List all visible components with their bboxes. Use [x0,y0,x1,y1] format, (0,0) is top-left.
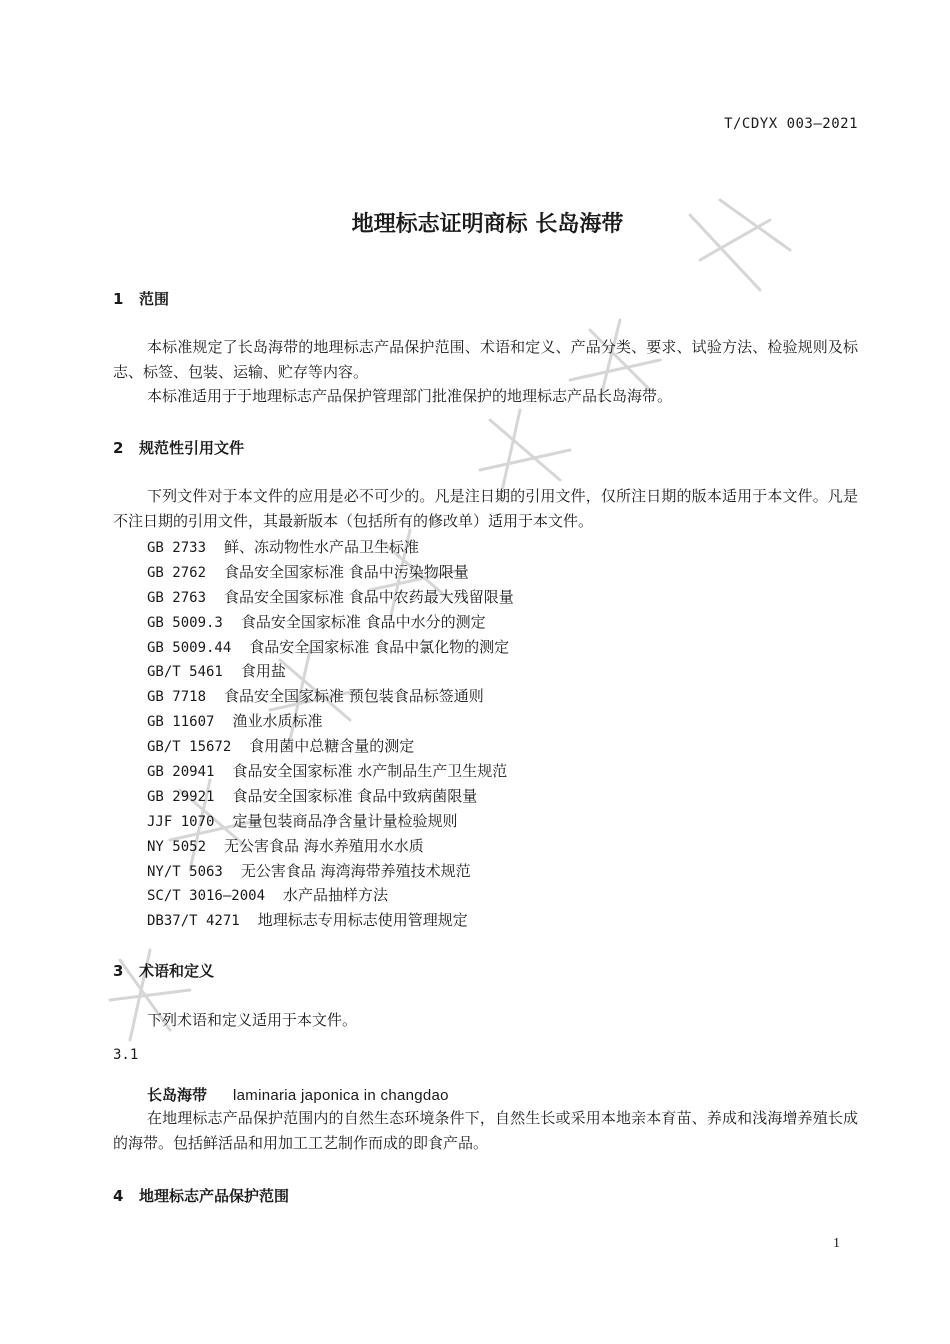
list-item [147,560,514,585]
reference-title: 食品安全国家标准 食品中农药最大残留限量 [224,587,514,606]
section-1-paragraph-2: 本标准适用于于地理标志产品保护管理部门批准保护的地理标志产品长岛海带。 [147,387,673,405]
reference-title: 食品安全国家标准 水产制品生产卫生规范 [232,762,508,781]
reference-title: 定量包装商品净含量计量检验规则 [232,811,458,830]
reference-title: 鲜、冻动物性水产品卫生标准 [224,538,420,556]
term-english: laminaria japonica in changdao [233,1087,449,1104]
list-item [147,883,514,908]
list-item [147,734,514,759]
page-number: 1 [833,1236,840,1251]
list-item [147,585,514,610]
reference-title: 食品安全国家标准 食品中氯化物的测定 [249,637,510,656]
section-3-intro: 下列术语和定义适用于本文件。 [147,1011,358,1029]
section-title: 术语和定义 [139,962,215,980]
reference-title: 水产品抽样方法 [283,886,389,905]
section-title: 范围 [139,290,170,308]
reference-title: 食品安全国家标准 食品中水分的测定 [240,612,486,631]
section-1-heading [113,288,169,309]
section-number: 4 [113,1187,124,1205]
reference-code: GB/T 5461 [147,664,223,681]
list-item [147,834,514,859]
list-item [147,759,514,784]
reference-title: 食用菌中总糖含量的测定 [249,737,415,756]
section-4-heading [113,1185,289,1206]
list-item [147,635,514,660]
reference-title: 无公害食品 海水养殖用水水质 [224,836,424,855]
section-2-intro: 下列文件对于本文件的应用是必不可少的。凡是注日期的引用文件，仅所注日期的版本适用于本文件。凡是不注日期的引用文件，其最新版本（包括所有的修改单）适用于本文件。 [113,487,858,530]
reference-code: GB 2762 [147,564,207,581]
reference-code: GB 5009.44 [147,639,232,656]
reference-code: GB 2763 [147,589,207,606]
reference-code: NY/T 5063 [147,863,223,880]
section-number: 1 [113,290,124,308]
list-item [147,809,514,834]
reference-list [147,535,514,933]
section-2-heading [113,437,244,458]
reference-title: 无公害食品 海湾海带养殖技术规范 [240,861,471,880]
section-title: 地理标志产品保护范围 [139,1187,290,1205]
standard-code: T/CDYX 003—2021 [724,116,858,132]
reference-code: JJF 1070 [147,813,215,830]
list-item [147,859,514,884]
term-entry [147,1084,449,1105]
reference-code: GB 20941 [147,764,215,781]
term-chinese: 长岛海带 [147,1086,208,1104]
document-title: 地理标志证明商标 长岛海带 [351,212,624,237]
reference-title: 食品安全国家标准 预包装食品标签通则 [224,687,484,706]
reference-code: NY 5052 [147,838,207,855]
section-1-paragraph-1: 本标准规定了长岛海带的地理标志产品保护范围、术语和定义、产品分类、要求、试验方法、检验规则及标志、标签、包装、运输、贮存等内容。 [113,338,858,381]
reference-code: GB 29921 [147,788,215,805]
reference-title: 地理标志专用标志使用管理规定 [257,911,468,930]
reference-title: 食品安全国家标准 食品中污染物限量 [224,562,469,581]
section-number: 3 [113,962,124,980]
list-item [147,709,514,734]
reference-code: DB37/T 4271 [147,913,240,930]
reference-code: GB 5009.3 [147,614,223,631]
list-item [147,659,514,684]
reference-title: 渔业水质标准 [232,712,323,731]
reference-code: SC/T 3016—2004 [147,888,266,905]
list-item [147,784,514,809]
reference-code: GB/T 15672 [147,739,232,756]
reference-code: GB 11607 [147,714,215,731]
reference-title: 食用盐 [240,662,286,681]
list-item [147,684,514,709]
section-title: 规范性引用文件 [139,439,245,457]
section-3-heading [113,960,214,981]
section-number: 2 [113,439,124,457]
list-item [147,908,514,933]
list-item [147,535,514,560]
clause-number: 3.1 [113,1047,139,1063]
reference-code: GB 2733 [147,540,207,556]
reference-code: GB 7718 [147,689,207,706]
reference-title: 食品安全国家标准 食品中致病菌限量 [232,786,478,805]
term-definition: 在地理标志产品保护范围内的自然生态环境条件下，自然生长或采用本地亲本育苗、养成和浅海增养殖长成的海带。包括鲜活品和用加工工艺制作而成的即食产品。 [113,1109,858,1152]
list-item [147,610,514,635]
